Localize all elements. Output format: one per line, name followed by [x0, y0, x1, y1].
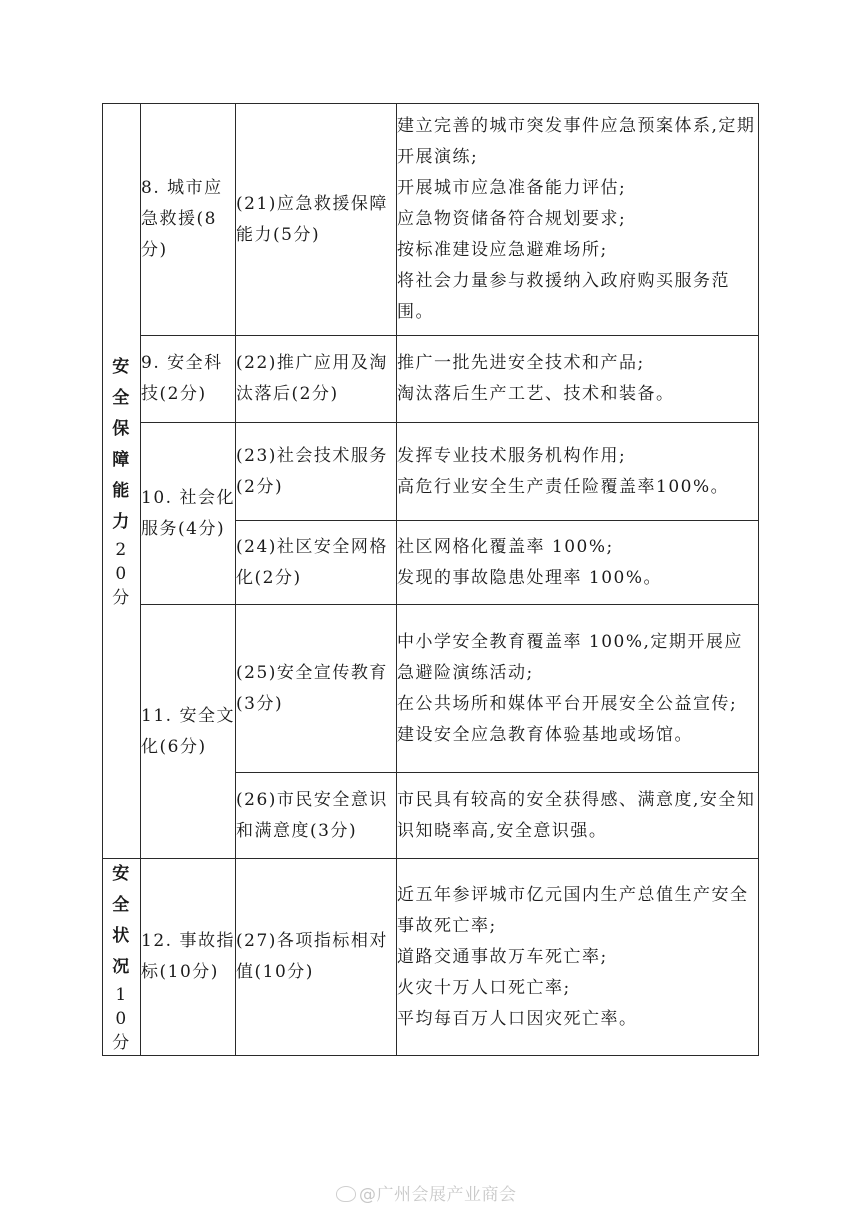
requirement-line: 按标准建设应急避难场所; — [397, 240, 608, 260]
requirement-line: 发现的事故隐患处理率 100%。 — [397, 567, 663, 588]
indicator-cell: 9. 安全科技(2分) — [141, 336, 236, 423]
category-cell — [103, 859, 141, 1056]
sub-indicator-cell: (26)市民安全意识和满意度(3分) — [236, 773, 397, 859]
requirement-line: 在公共场所和媒体平台开展安全公益宣传; — [397, 693, 738, 714]
sub-indicator-cell: (21)应急救援保障能力(5分) — [236, 104, 397, 336]
table-row — [103, 605, 759, 773]
category-name: 安全保障能力 — [112, 357, 131, 532]
requirement-line: 应急物资储备符合规划要求; — [397, 209, 627, 229]
weibo-icon — [336, 1186, 356, 1202]
sub-indicator-cell: (25)安全宣传教育(3分) — [236, 605, 397, 773]
watermark-text: @广州会展产业商会 — [359, 1185, 517, 1205]
requirement-cell — [397, 605, 759, 773]
requirement-line: 建立完善的城市突发事件应急预案体系,定期开展演练; — [397, 116, 756, 167]
category-name: 安全状况 — [112, 864, 131, 977]
requirement-line: 推广一批先进安全技术和产品; — [397, 353, 645, 373]
requirement-line: 高危行业安全生产责任险覆盖率100%。 — [397, 476, 730, 497]
sub-indicator-cell: (23)社会技术服务(2分) — [236, 423, 397, 521]
sub-indicator-cell: (24)社区安全网格化(2分) — [236, 521, 397, 605]
category-score: 10分 — [112, 985, 131, 1053]
requirement-cell — [397, 336, 759, 423]
table-row — [103, 104, 759, 336]
requirement-line: 淘汰落后生产工艺、技术和装备。 — [397, 384, 675, 404]
sub-indicator-cell: (27)各项指标相对值(10分) — [236, 859, 397, 1056]
requirement-cell — [397, 521, 759, 605]
requirement-cell — [397, 423, 759, 521]
requirement-line: 中小学安全教育覆盖率 100%,定期开展应急避险演练活动; — [397, 631, 743, 683]
table-row — [103, 336, 759, 423]
indicator-cell: 8. 城市应急救援(8分) — [141, 104, 236, 336]
requirement-line: 火灾十万人口死亡率; — [397, 977, 571, 998]
watermark — [336, 1180, 517, 1205]
sub-indicator-cell: (22)推广应用及淘汰落后(2分) — [236, 336, 397, 423]
requirement-cell — [397, 859, 759, 1056]
requirement-line: 市民具有较高的安全获得感、满意度,安全知识知晓率高,安全意识强。 — [397, 789, 756, 841]
requirement-cell — [397, 773, 759, 859]
table-row — [103, 859, 759, 1056]
requirement-line: 近五年参评城市亿元国内生产总值生产安全事故死亡率; — [397, 884, 749, 936]
requirement-line: 将社会力量参与救援纳入政府购买服务范围。 — [397, 271, 730, 322]
requirement-line: 发挥专业技术服务机构作用; — [397, 445, 627, 466]
indicator-cell: 10. 社会化服务(4分) — [141, 423, 236, 605]
requirement-line: 平均每百万人口因灾死亡率。 — [397, 1008, 638, 1029]
requirement-line: 开展城市应急准备能力评估; — [397, 178, 627, 198]
requirement-line: 建设安全应急教育体验基地或场馆。 — [397, 724, 693, 745]
requirement-cell — [397, 104, 759, 336]
evaluation-table — [102, 103, 759, 1056]
indicator-cell: 12. 事故指标(10分) — [141, 859, 236, 1056]
category-cell — [103, 104, 141, 859]
table-row — [103, 423, 759, 521]
requirement-line: 社区网格化覆盖率 100%; — [397, 536, 614, 557]
requirement-line: 道路交通事故万车死亡率; — [397, 946, 608, 967]
category-score: 20分 — [112, 540, 131, 608]
indicator-cell: 11. 安全文化(6分) — [141, 605, 236, 859]
